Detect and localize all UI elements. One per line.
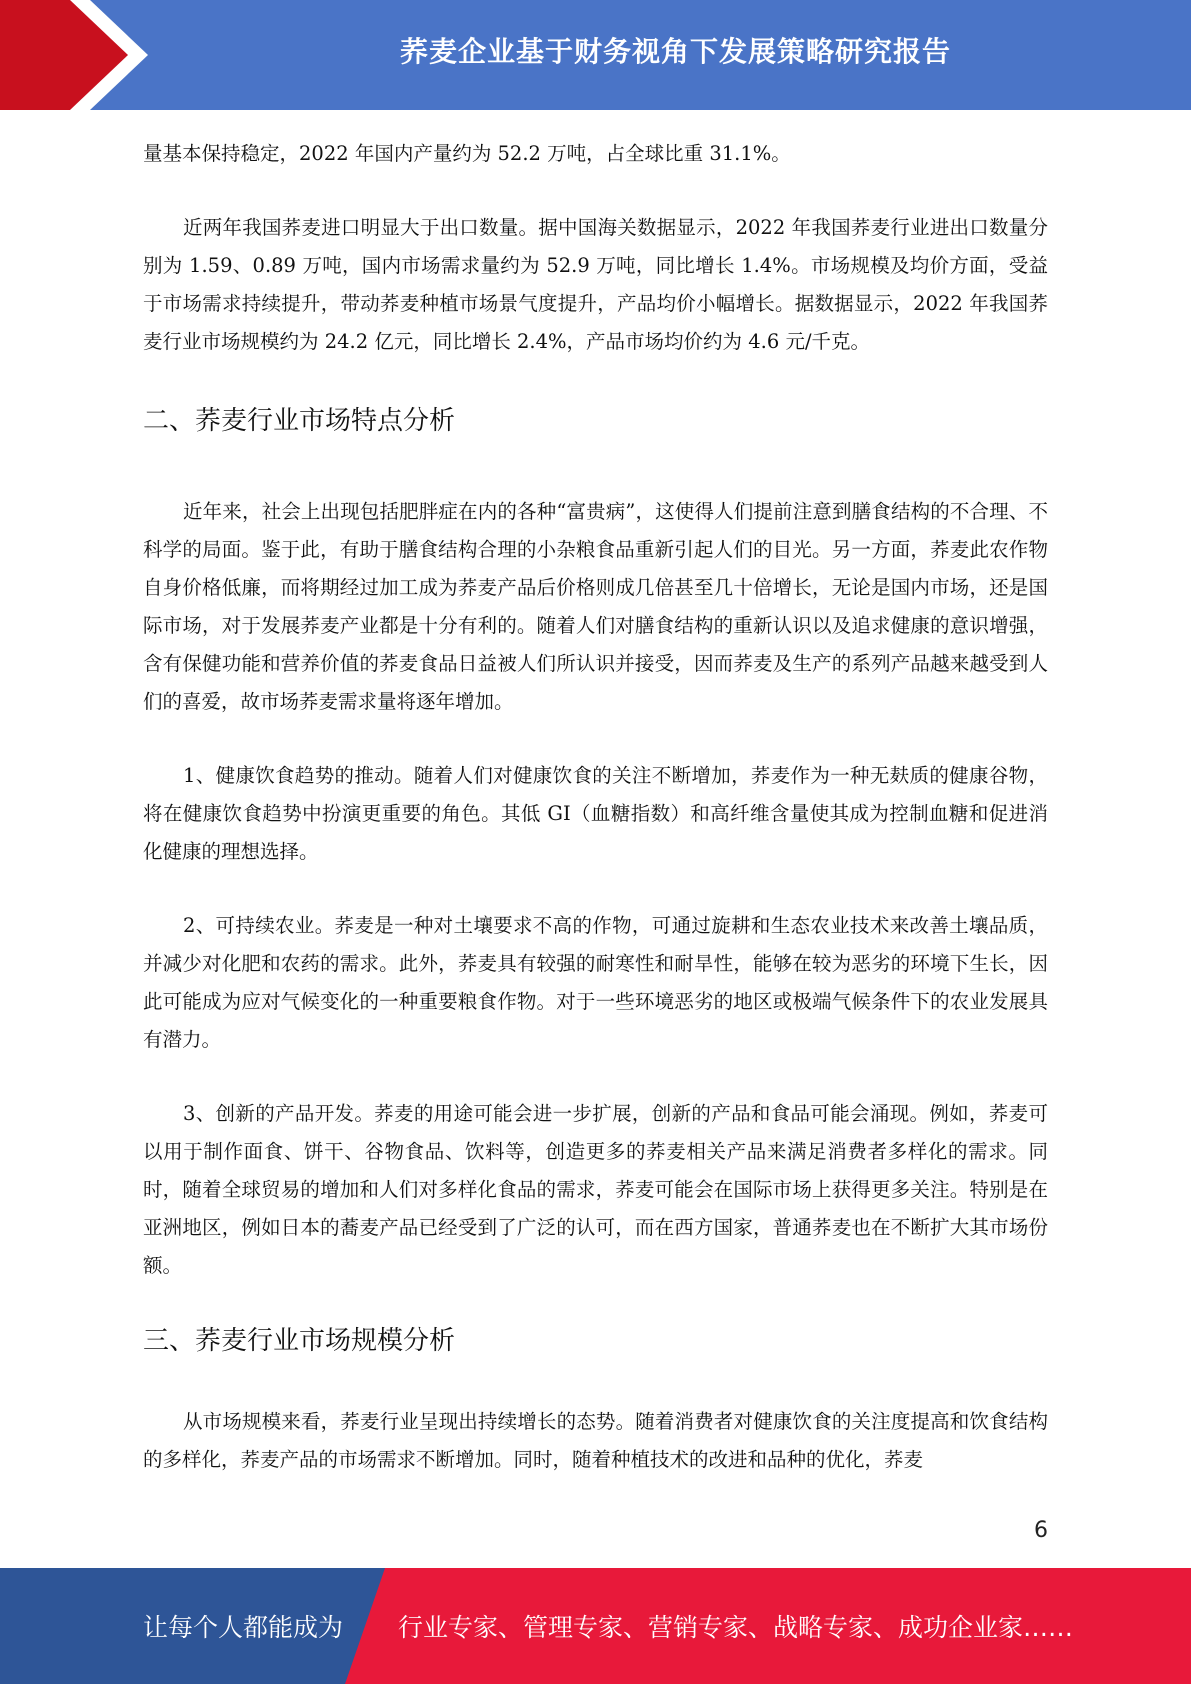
paragraph-market-size: 从市场规模来看，荞麦行业呈现出持续增长的态势。随着消费者对健康饮食的关注度提高和饮食结构的多样化，荞麦产品的市场需求不断增加。同时，随着种植技术的改进和品种的优化，荞麦 bbox=[143, 1410, 1048, 1471]
footer-band bbox=[0, 1568, 1191, 1684]
red-chevron-icon bbox=[0, 0, 160, 110]
report-title: 荞麦企业基于财务视角下发展策略研究报告 bbox=[399, 35, 951, 68]
section-heading-market-size: 三、荞麦行业市场规模分析 bbox=[143, 1326, 456, 1356]
paragraph-health-trend: 1、健康饮食趋势的推动。随着人们对健康饮食的关注不断增加，荞麦作为一种无麸质的健康谷物，将在健康饮食趋势中扮演更重要的角色。其低 GI（血糖指数）和高纤维含量使其成为控制血糖和促进消化健康的理想选择。 bbox=[143, 764, 1048, 863]
header-band bbox=[0, 0, 1191, 110]
paragraph-product-innovation: 3、创新的产品开发。荞麦的用途可能会进一步扩展，创新的产品和食品可能会涌现。例如，荞麦可以用于制作面食、饼干、谷物食品、饮料等，创造更多的荞麦相关产品来满足消费者多样化的需求。同时，随着全球贸易的增加和人们对多样化食品的需求，荞麦可能会在国际市场上获得更多关注。特别是在亚洲地区，例如日本的蕎麦产品已经受到了广泛的认可，而在西方国家，普通荞麦也在不断扩大其市场份额。 bbox=[143, 1102, 1048, 1277]
document-body bbox=[143, 135, 1048, 1479]
section-heading-market-features: 二、荞麦行业市场特点分析 bbox=[143, 406, 456, 436]
footer-slogan-left: 让每个人都能成为 bbox=[143, 1613, 344, 1642]
page-number: 6 bbox=[1034, 1518, 1048, 1543]
paragraph-market-features: 近年来，社会上出现包括肥胖症在内的各种“富贵病”，这使得人们提前注意到膳食结构的不合理、不科学的局面。鉴于此，有助于膳食结构合理的小杂粮食品重新引起人们的目光。另一方面，荞麦此农作物自身价格低廉，而将期经过加工成为荞麦产品后价格则成几倍甚至几十倍增长，无论是国内市场，还是国际市场，对于发展荞麦产业都是十分有利的。随着人们对膳食结构的重新认识以及追求健康的意识增强，含有保健功能和营养价值的荞麦食品日益被人们所认识并接受，因而荞麦及生产的系列产品越来越受到人们的喜爱，故市场荞麦需求量将逐年增加。 bbox=[143, 500, 1048, 713]
paragraph-continuation: 量基本保持稳定，2022 年国内产量约为 52.2 万吨，占全球比重 31.1%。 bbox=[143, 142, 791, 165]
paragraph-import-export: 近两年我国荞麦进口明显大于出口数量。据中国海关数据显示，2022 年我国荞麦行业进出口数量分别为 1.59、0.89 万吨，国内市场需求量约为 52.9 万吨，同比增长 1.4%。市场规模及均价方面，受益于市场需求持续提升，带动荞麦种植市场景气度提升，产品均价小幅增长。据数据显示，2022 年我国荞麦行业市场规模约为 24.2 亿元，同比增长 2.4%，产品市场均价约为 4.6 元/千克。 bbox=[143, 216, 1048, 353]
paragraph-sustainable-agriculture: 2、可持续农业。荞麦是一种对土壤要求不高的作物，可通过旋耕和生态农业技术来改善土壤品质，并减少对化肥和农药的需求。此外，荞麦具有较强的耐寒性和耐旱性，能够在较为恶劣的环境下生长，因此可能成为应对气候变化的一种重要粮食作物。对于一些环境恶劣的地区或极端气候条件下的农业发展具有潜力。 bbox=[143, 914, 1048, 1051]
footer-slogan-right: 行业专家、管理专家、营销专家、战略专家、成功企业家…… bbox=[398, 1613, 1074, 1642]
